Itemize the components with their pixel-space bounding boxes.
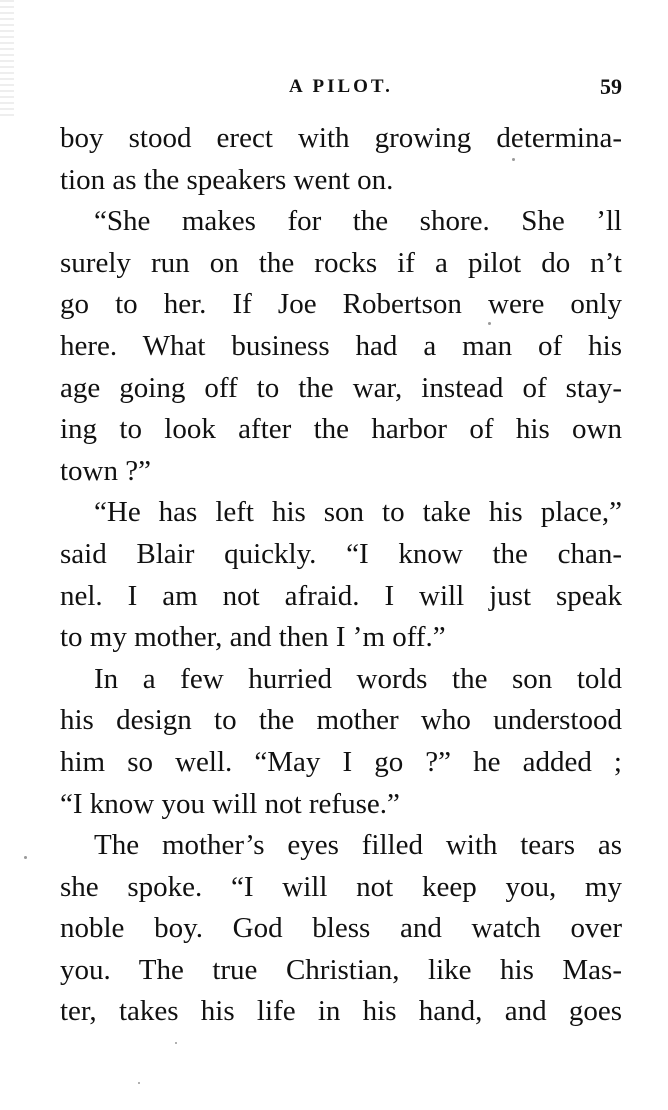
scan-speck bbox=[488, 322, 491, 325]
text-line: ter, takes his life in his hand, and goes bbox=[60, 995, 622, 1028]
text-line: she spoke. “I will not keep you, my bbox=[60, 870, 622, 903]
running-head: A PILOT. bbox=[289, 76, 393, 97]
text-line: tion as the speakers went on. bbox=[60, 163, 394, 196]
text-line: nel. I am not afraid. I will just speak bbox=[60, 579, 622, 612]
text-line: to my mother, and then I ’m off.” bbox=[60, 621, 446, 654]
text-line: here. What business had a man of his bbox=[60, 329, 622, 362]
text-line: “He has left his son to take his place,” bbox=[94, 496, 622, 529]
text-line: you. The true Christian, like his Mas- bbox=[60, 953, 622, 986]
text-line: “I know you will not refuse.” bbox=[60, 787, 400, 820]
text-line: age going off to the war, instead of stay- bbox=[60, 371, 622, 404]
text-line: The mother’s eyes filled with tears as bbox=[94, 829, 622, 862]
page-number: 59 bbox=[600, 74, 622, 99]
scan-speck bbox=[138, 1082, 140, 1084]
scan-edge-noise bbox=[0, 0, 14, 120]
text-line: boy stood erect with growing determina- bbox=[60, 122, 622, 154]
page-header bbox=[60, 74, 622, 104]
text-line: noble boy. God bless and watch over bbox=[60, 912, 622, 945]
scan-speck bbox=[512, 158, 515, 161]
text-line: ing to look after the harbor of his own bbox=[60, 413, 622, 446]
text-line: surely run on the rocks if a pilot do n’t bbox=[60, 246, 622, 279]
text-line: go to her. If Joe Robertson were only bbox=[60, 288, 622, 321]
text-line: town ?” bbox=[60, 454, 151, 487]
body-text bbox=[60, 118, 622, 1033]
scan-speck bbox=[175, 1042, 177, 1044]
scan-speck bbox=[24, 856, 27, 859]
text-line: “She makes for the shore. She ’ll bbox=[94, 205, 622, 238]
text-line: said Blair quickly. “I know the chan- bbox=[60, 537, 622, 570]
text-line: In a few hurried words the son told bbox=[94, 662, 622, 695]
text-line: his design to the mother who understood bbox=[60, 704, 622, 737]
text-line: him so well. “May I go ?” he added ; bbox=[60, 745, 622, 778]
